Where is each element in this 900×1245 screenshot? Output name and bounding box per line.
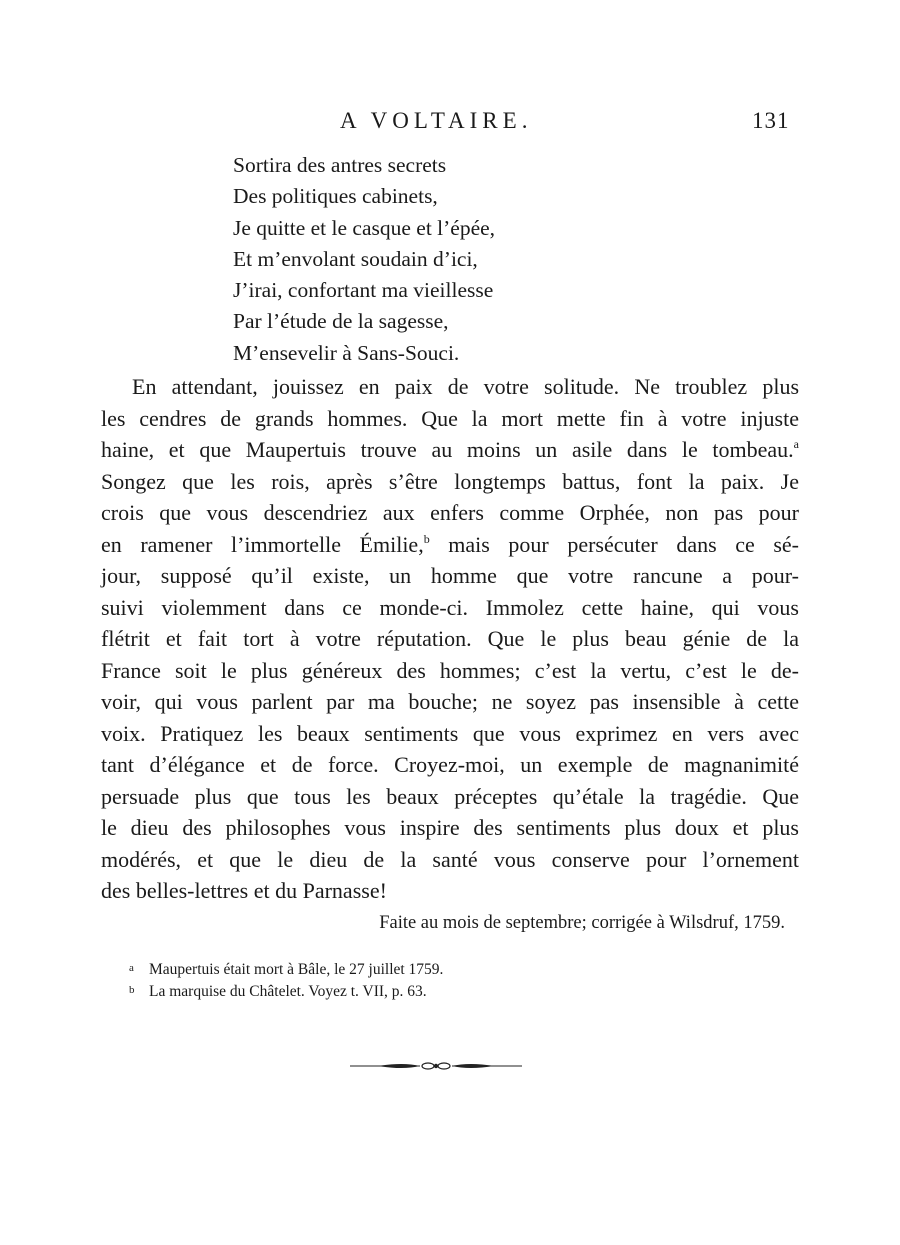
verse-line: Et m’envolant soudain d’ici, — [233, 246, 478, 271]
footnote-text: Maupertuis était mort à Bâle, le 27 juillet 1759. — [149, 961, 444, 978]
running-head — [0, 108, 900, 138]
footnote-mark: b — [129, 984, 135, 996]
verse-line: Je quitte et le casque et l’épée, — [233, 215, 496, 240]
prose-line: crois que vous descendriez aux enfers comme Orphée, non pas pour — [101, 500, 799, 525]
prose-line: Songez que les rois, après s’être longtemps battus, font la paix. Je — [101, 468, 799, 494]
dateline-signature: Faite au mois de septembre; corrigée à Wilsdruf, 1759. — [379, 913, 785, 933]
prose-paragraph — [101, 371, 799, 907]
prose-text: haine, et que Maupertuis trouve au moins un asile dans le tombeau. — [101, 437, 794, 462]
prose-line: suivi violemment dans ce monde-ci. Immolez cette haine, qui vous — [101, 594, 799, 620]
verse-line: J’irai, confortant ma vieillesse — [233, 278, 494, 303]
verse-line: M’ensevelir à Sans-Souci. — [233, 340, 460, 365]
footnote-text: La marquise du Châtelet. Voyez t. VII, p. 63. — [149, 983, 427, 1000]
prose-line — [101, 529, 799, 561]
prose-line: les cendres de grands hommes. Que la mort mette fin à votre injuste — [101, 405, 799, 431]
footnote-ref-a[interactable]: a — [793, 437, 799, 451]
prose-line: tant d’élégance et de force. Croyez-moi, un exemple de magnanimité — [101, 752, 799, 777]
prose-line: le dieu des philosophes vous inspire des sentiments plus doux et plus — [101, 815, 799, 840]
prose-line: En attendant, jouissez en paix de votre solitude. Ne troublez plus — [132, 374, 799, 399]
verse-line: Sortira des antres secrets — [233, 153, 447, 177]
tailpiece-ornament-icon — [348, 1056, 524, 1076]
footnote-a — [129, 957, 729, 979]
footnote-b — [129, 979, 729, 1001]
prose-line: persuade plus que tous les beaux préceptes qu’étale la tragédie. Que — [101, 783, 799, 809]
verse-line: Par l’étude de la sagesse, — [233, 309, 449, 334]
prose-text: mais pour persécuter dans ce sé- — [448, 531, 799, 557]
footnote-mark: a — [129, 962, 134, 974]
page-number: 131 — [752, 108, 790, 133]
footnotes — [129, 957, 729, 1001]
verse-line: Des politiques cabinets, — [233, 184, 438, 209]
prose-text: en ramener l’immortelle Émilie, — [101, 531, 424, 557]
footnote-ref-b[interactable]: b — [423, 531, 430, 546]
prose-line — [101, 434, 799, 466]
verse-stanza — [233, 150, 773, 369]
running-head-title: A VOLTAIRE. — [340, 108, 533, 133]
prose-line: voir, qui vous parlent par ma bouche; ne soyez pas insensible à cette — [101, 689, 799, 714]
prose-line: flétrit et fait tort à votre réputation. Que le plus beau génie de la — [101, 626, 799, 651]
prose-line: voix. Pratiquez les beaux sentiments que vous exprimez en vers avec — [101, 720, 799, 746]
prose-line: des belles-lettres et du Parnasse! — [101, 878, 387, 903]
prose-line: jour, supposé qu’il existe, un homme que votre rancune a pour- — [101, 563, 799, 588]
prose-line: France soit le plus généreux des hommes; c’est la vertu, c’est le de- — [101, 657, 799, 683]
prose-line: modérés, et que le dieu de la santé vous conserve pour l’ornement — [101, 846, 799, 872]
